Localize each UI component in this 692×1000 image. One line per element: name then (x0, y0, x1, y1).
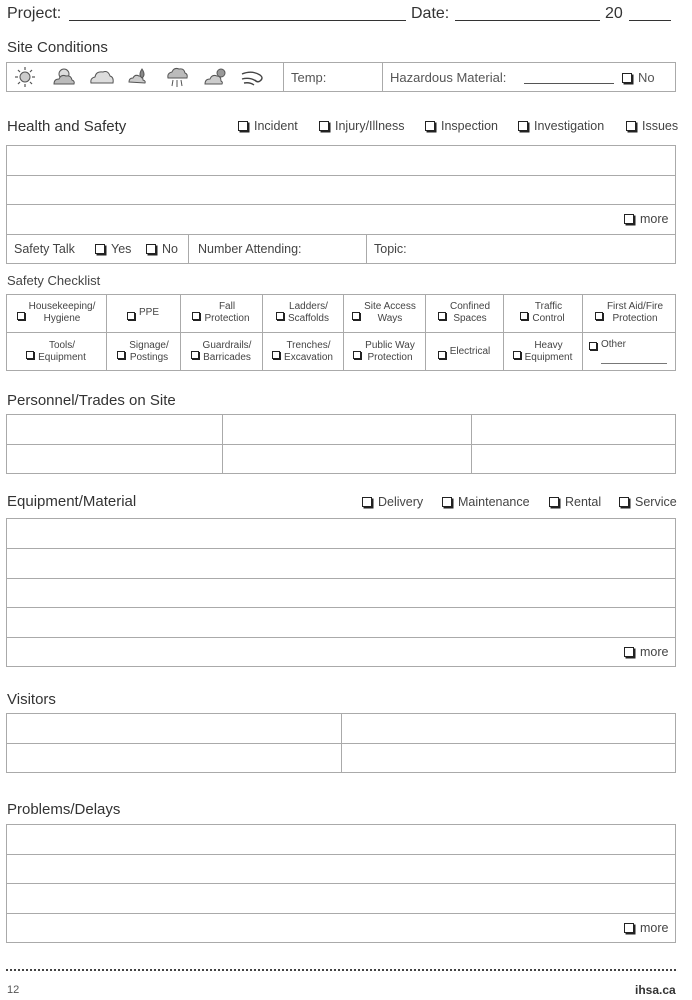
checkbox-icon[interactable] (624, 647, 634, 657)
date-label: Date: (411, 5, 450, 22)
checkbox-icon[interactable] (17, 312, 25, 320)
checklist-item-electrical[interactable]: Electrical (425, 332, 503, 371)
wind-icon[interactable] (242, 72, 262, 85)
checkbox-icon[interactable] (362, 497, 372, 507)
number-attending-label: Number Attending: (198, 242, 302, 256)
cloud-icon[interactable] (91, 72, 113, 84)
equipment-more[interactable]: more (624, 645, 668, 659)
option-issues[interactable]: Issues (626, 119, 678, 133)
checkbox-icon[interactable] (622, 73, 632, 83)
checkbox-icon[interactable] (319, 121, 329, 131)
checklist-item-guardrails[interactable]: Guardrails/ Barricades (180, 332, 262, 371)
checklist-item-heavy-equipment[interactable]: Heavy Equipment (503, 332, 582, 371)
footer-divider (6, 969, 676, 971)
checkbox-icon[interactable] (95, 244, 105, 254)
checkbox-icon[interactable] (626, 121, 636, 131)
problems-title: Problems/Delays (7, 801, 121, 818)
option-investigation[interactable]: Investigation (518, 119, 604, 133)
checklist-item-tools[interactable]: Tools/ Equipment (6, 332, 106, 371)
checkbox-icon[interactable] (595, 312, 603, 320)
personnel-title: Personnel/Trades on Site (7, 392, 176, 409)
checkbox-icon[interactable] (353, 351, 361, 359)
checkbox-icon[interactable] (272, 351, 280, 359)
option-injury-illness[interactable]: Injury/Illness (319, 119, 404, 133)
checkbox-icon[interactable] (438, 312, 446, 320)
hazardous-no-option[interactable]: No (622, 70, 655, 85)
checklist-item-traffic-control[interactable]: Traffic Control (503, 294, 582, 332)
option-maintenance[interactable]: Maintenance (442, 495, 530, 509)
checklist-item-ppe[interactable]: PPE (106, 294, 180, 332)
checkbox-icon[interactable] (425, 121, 435, 131)
safety-talk-label: Safety Talk (14, 242, 75, 256)
snow-icon[interactable] (205, 69, 225, 84)
visitors-title: Visitors (7, 691, 56, 708)
site-conditions-title: Site Conditions (7, 39, 108, 56)
option-rental[interactable]: Rental (549, 495, 601, 509)
checkbox-icon[interactable] (438, 351, 446, 359)
checkbox-icon[interactable] (520, 312, 528, 320)
other-field[interactable] (601, 363, 667, 364)
checkbox-icon[interactable] (624, 214, 634, 224)
checklist-item-public-way[interactable]: Public Way Protection (343, 332, 425, 371)
site-url: ihsa.ca (635, 983, 676, 997)
checkbox-icon[interactable] (513, 351, 521, 359)
health-safety-more[interactable]: more (624, 212, 668, 226)
checkbox-icon[interactable] (589, 342, 597, 350)
checklist-item-site-access[interactable]: Site Access Ways (343, 294, 425, 332)
checklist-item-first-aid[interactable]: First Aid/Fire Protection (582, 294, 676, 332)
checklist-item-other[interactable]: Other (582, 332, 676, 371)
checkbox-icon[interactable] (238, 121, 248, 131)
checkbox-icon[interactable] (127, 312, 135, 320)
safety-checklist-title: Safety Checklist (7, 273, 101, 288)
project-label: Project: (7, 5, 62, 22)
checklist-item-housekeeping[interactable]: Housekeeping/ Hygiene (6, 294, 106, 332)
topic-label: Topic: (374, 242, 407, 256)
equipment-title: Equipment/Material (7, 493, 137, 510)
date-field[interactable] (455, 20, 600, 21)
option-delivery[interactable]: Delivery (362, 495, 423, 509)
project-field[interactable] (69, 20, 406, 21)
option-service[interactable]: Service (619, 495, 677, 509)
checklist-item-fall-protection[interactable]: Fall Protection (180, 294, 262, 332)
checkbox-icon[interactable] (117, 351, 125, 359)
option-incident[interactable]: Incident (238, 119, 298, 133)
checklist-item-signage[interactable]: Signage/ Postings (106, 332, 180, 371)
checkbox-icon[interactable] (352, 312, 360, 320)
checkbox-icon[interactable] (442, 497, 452, 507)
checkbox-icon[interactable] (549, 497, 559, 507)
safety-talk-yes[interactable]: Yes (95, 242, 131, 256)
checklist-item-ladders[interactable]: Ladders/ Scaffolds (262, 294, 343, 332)
checkbox-icon[interactable] (624, 923, 634, 933)
partly-cloudy-icon[interactable] (54, 69, 74, 84)
checkbox-icon[interactable] (276, 312, 284, 320)
storm-icon[interactable] (168, 68, 187, 87)
health-safety-title: Health and Safety (7, 118, 127, 135)
hazardous-field[interactable] (524, 83, 614, 84)
checklist-item-trenches[interactable]: Trenches/ Excavation (262, 332, 343, 371)
year-field[interactable] (629, 20, 671, 21)
checkbox-icon[interactable] (518, 121, 528, 131)
checkbox-icon[interactable] (619, 497, 629, 507)
equipment-notes[interactable] (6, 518, 676, 667)
year-prefix: 20 (605, 5, 623, 22)
checkbox-icon[interactable] (26, 351, 34, 359)
checklist-item-confined-spaces[interactable]: Confined Spaces (425, 294, 503, 332)
checkbox-icon[interactable] (192, 312, 200, 320)
safety-talk-no[interactable]: No (146, 242, 178, 256)
checkbox-icon[interactable] (146, 244, 156, 254)
weather-icons (12, 65, 272, 89)
checkbox-icon[interactable] (191, 351, 199, 359)
option-inspection[interactable]: Inspection (425, 119, 498, 133)
problems-more[interactable]: more (624, 921, 668, 935)
sun-icon[interactable] (15, 67, 35, 87)
rain-icon[interactable] (129, 69, 145, 83)
hazardous-label: Hazardous Material: (390, 70, 507, 85)
temp-label: Temp: (291, 70, 327, 85)
page-number: 12 (7, 984, 20, 996)
